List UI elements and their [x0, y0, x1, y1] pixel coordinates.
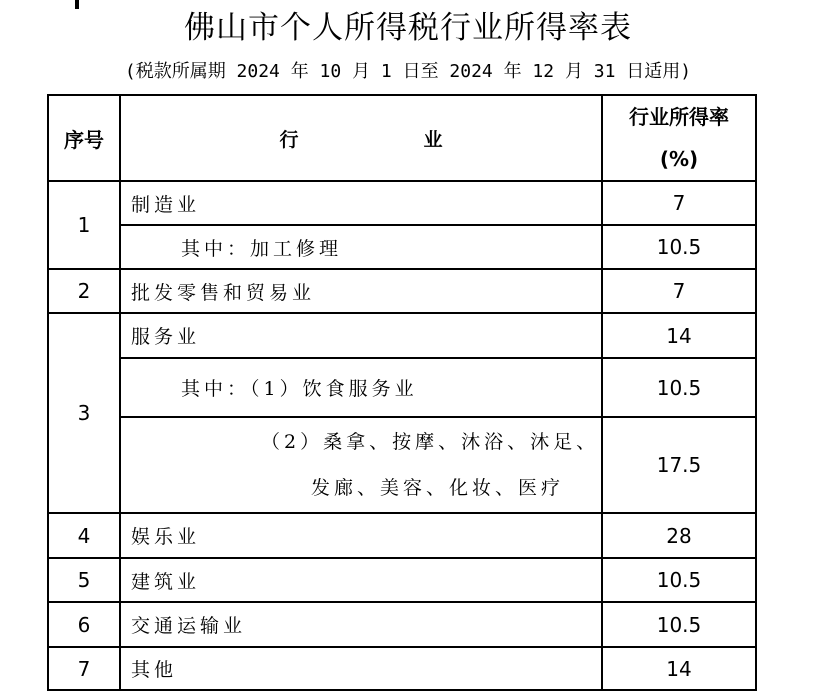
row-rate: 28 — [602, 513, 756, 558]
row-rate: 10.5 — [602, 602, 756, 647]
row-industry-line2: 发廊、美容、化妆、医疗 — [311, 477, 565, 499]
row-rate: 10.5 — [602, 225, 756, 269]
row-serial-number: 6 — [48, 602, 120, 647]
table-row — [48, 602, 756, 647]
header-rate — [602, 95, 756, 181]
page-subtitle: (税款所属期 2024 年 10 月 1 日至 2024 年 12 月 31 日适用) — [124, 61, 692, 82]
row-industry: 娱乐业 — [131, 526, 201, 548]
row-rate: 7 — [602, 269, 756, 313]
row-rate: 7 — [602, 181, 756, 225]
row-rate: 10.5 — [602, 558, 756, 602]
header-rate-line2: (%) — [659, 147, 699, 171]
row-rate: 14 — [602, 647, 756, 690]
row-industry-line1: （2）桑拿、按摩、沐浴、沐足、 — [261, 431, 600, 453]
row-rate: 17.5 — [602, 417, 756, 513]
industry-rate-table — [47, 94, 757, 691]
row-industry: 其中：（1）饮食服务业 — [181, 378, 418, 400]
row-industry: 批发零售和贸易业 — [131, 281, 316, 304]
row-serial-number: 2 — [48, 269, 120, 313]
header-rate-line1: 行业所得率 — [629, 105, 729, 129]
row-serial-number: 7 — [48, 647, 120, 690]
table-row — [48, 513, 756, 558]
row-industry: 建筑业 — [131, 570, 201, 593]
row-industry: 交通运输业 — [131, 615, 247, 637]
table-row — [48, 269, 756, 313]
header-industry-right: 业 — [423, 128, 443, 151]
table-row — [48, 225, 756, 269]
row-industry: 其中：加工修理 — [181, 237, 343, 260]
table-row — [48, 558, 756, 602]
table-row — [48, 417, 756, 513]
header-industry-left: 行 — [279, 128, 299, 151]
table-header-row — [48, 95, 756, 181]
table-row — [48, 358, 756, 417]
row-industry: 服务业 — [131, 326, 201, 348]
header-serial-number: 序号 — [48, 95, 120, 181]
page-title: 佛山市个人所得税行业所得率表 — [184, 10, 632, 46]
table-row — [48, 181, 756, 225]
table-row — [48, 647, 756, 690]
row-serial-number: 1 — [48, 181, 120, 269]
row-rate: 10.5 — [602, 358, 756, 417]
header-industry — [120, 95, 602, 181]
row-rate: 14 — [602, 313, 756, 358]
row-serial-number: 3 — [48, 313, 120, 513]
row-serial-number: 5 — [48, 558, 120, 602]
row-industry: 其他 — [131, 659, 178, 681]
row-serial-number: 4 — [48, 513, 120, 558]
row-industry: 制造业 — [131, 193, 201, 216]
table-row — [48, 313, 756, 358]
